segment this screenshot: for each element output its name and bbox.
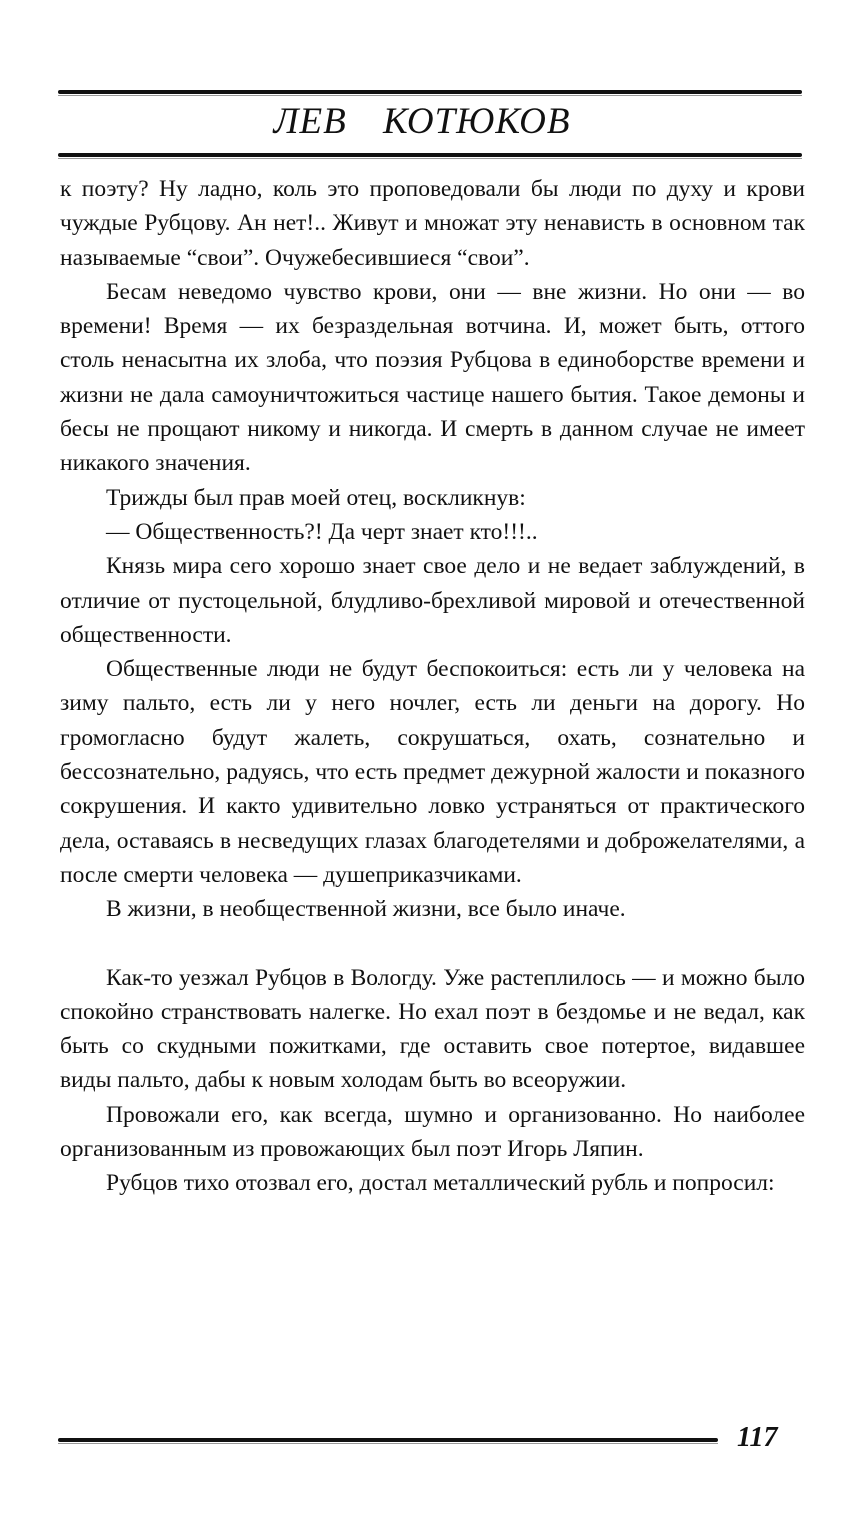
paragraph-7: В жизни, в необщественной жизни, все было иначе. (106, 896, 626, 923)
paragraph-1: к поэту? Ну ладно, коль это проповедовали бы люди по духу и крови чуждые Рубцову. Ан нет!.. Живут и множат эту ненависть в основном так называемые “свои”. Очужебесившиеся “свои”. (60, 176, 805, 271)
page-number: 117 (737, 1422, 778, 1453)
header-rule-top (58, 90, 802, 94)
paragraph-3: Трижды был прав моей отец, воскликнув: (106, 484, 526, 511)
paragraph-9: Провожали его, как всегда, шумно и организованно. Но наиболее организованным из провожающих был поэт Игорь Ляпин. (60, 1101, 805, 1163)
paragraph-6: Общественные люди не будут беспокоиться: есть ли у человека на зиму пальто, есть ли у него ночлег, есть ли деньги на дорогу. Но громогласно будут жалеть, сокрушаться, охать, сознательно и бессознательно, радуясь, что есть предмет дежурной жалости и показного сокрушения. И както удивительно ловко устраняться от практического дела, оставаясь в несведущих глазах благодетелями и доброжелателями, а после смерти человека — душеприказчиками. (60, 656, 805, 888)
paragraph-4-dialogue: — Общественность?! Да черт знает кто!!!.. (106, 518, 538, 545)
body-text (60, 172, 805, 1201)
header-rule-bottom (58, 153, 802, 157)
footer-rule (58, 1438, 718, 1442)
paragraph-5: Князь мира сего хорошо знает свое дело и не ведает заблуждений, в отличие от пустоцельной, блудливо-брехливой мировой и отечественной общественности. (60, 553, 805, 648)
paragraph-8: Как-то уезжал Рубцов в Вологду. Уже растеплилось — и можно было спокойно странствовать налегке. Но ехал поэт в бездомье и не ведал, как быть со скудными пожитками, где оставить свое потертое, видавшее виды пальто, дабы к новым холодам быть во всеоружии. (60, 964, 805, 1094)
paragraph-2: Бесам неведомо чувство крови, они — вне жизни. Но они — во времени! Время — их безраздельная вотчина. И, может быть, оттого столь ненасытна их злоба, что поэзия Рубцова в единоборстве времени и жизни не дала самоуничтожиться частице нашего бытия. Такое демоны и бесы не прощают никому и никогда. И смерть в данном случае не имеет никакого значения. (60, 278, 805, 477)
paragraph-10: Рубцов тихо отозвал его, достал металлический рубль и попросил: (106, 1170, 775, 1197)
running-head-author: ЛЕВ КОТЮКОВ (273, 101, 571, 142)
